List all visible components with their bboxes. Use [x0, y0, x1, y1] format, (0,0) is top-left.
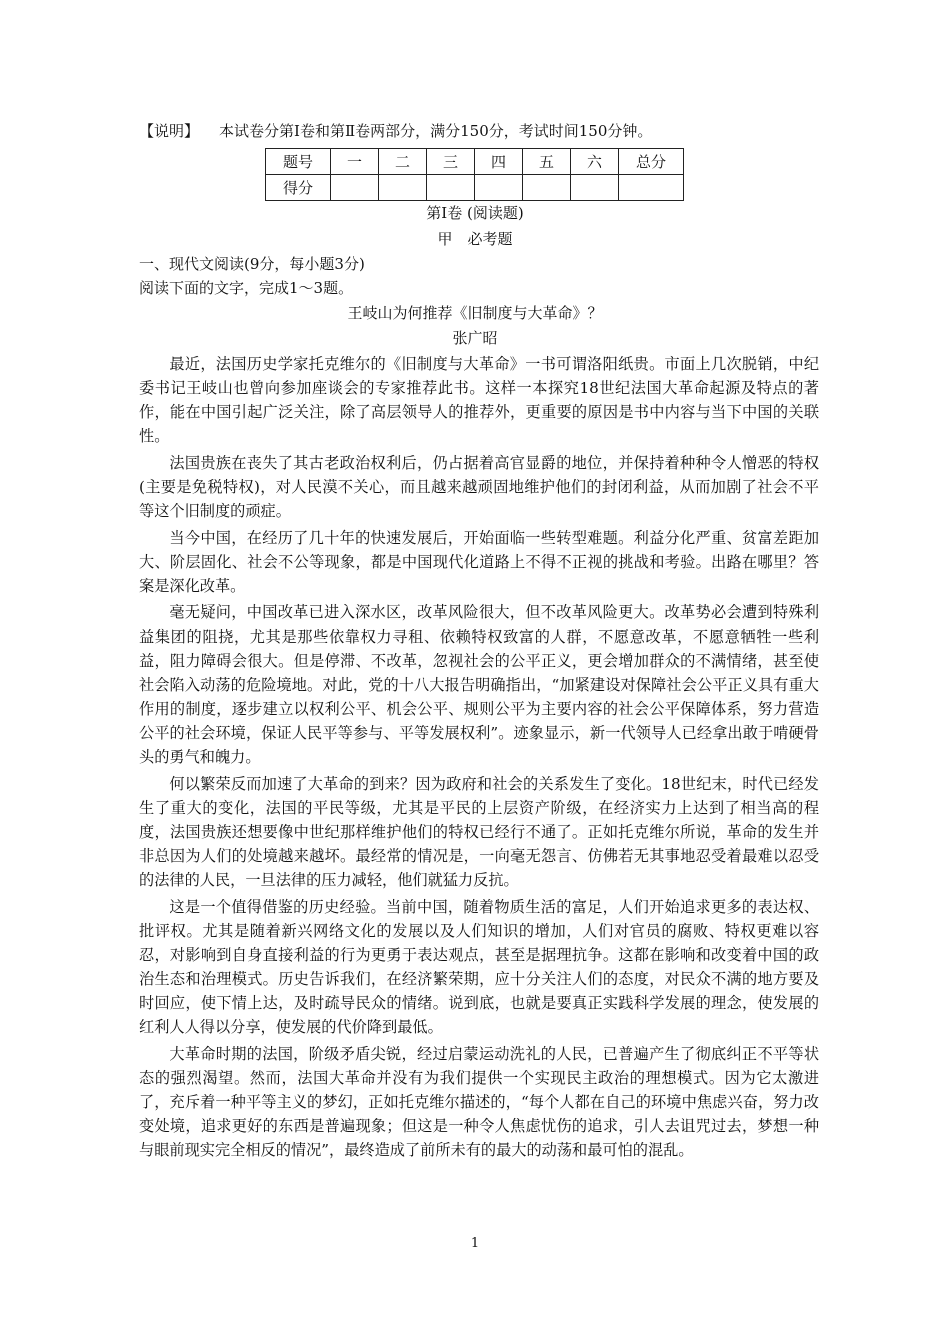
- article-paragraph: 当今中国，在经历了几十年的快速发展后，开始面临一些转型难题。利益分化严重、贫富差距加大、阶层固化、社会不公等现象，都是中国现代化道路上不得不正视的挑战和考验。出路在哪里？答案是深化改革。: [139, 528, 819, 595]
- score-cell: 一: [331, 149, 379, 175]
- score-table-header-row: [266, 149, 684, 175]
- exam-instructions: [139, 120, 652, 142]
- score-input-cell: [619, 175, 684, 201]
- reading-instruction: 阅读下面的文字，完成1～3题。: [139, 279, 354, 297]
- note-text: 本试卷分第Ⅰ卷和第Ⅱ卷两部分，满分150分，考试时间150分钟。: [219, 122, 653, 140]
- article-author: 张广昭: [452, 329, 498, 347]
- score-cell: 题号: [266, 149, 331, 175]
- score-input-cell: [331, 175, 379, 201]
- article-body: [139, 352, 819, 1165]
- article-paragraph: 何以繁荣反而加速了大革命的到来？因为政府和社会的关系发生了变化。18世纪末，时代已经发生了重大的变化，法国的平民等级，尤其是平民的上层资产阶级，在经济实力上达到了相当高的程度，法国贵族还想要像中世纪那样维护他们的特权已经行不通了。正如托克维尔所说，革命的发生并非总因为人们的处境越来越坏。最经常的情况是，一向毫无怨言、仿佛若无其事地忍受着最难以忍受的法律的人民，一旦法律的压力减轻，他们就猛力反抗。: [139, 774, 819, 889]
- score-input-cell: [475, 175, 523, 201]
- score-cell: 五: [523, 149, 571, 175]
- article-paragraph: 大革命时期的法国，阶级矛盾尖锐，经过启蒙运动洗礼的人民，已普遍产生了彻底纠正不平等状态的强烈渴望。然而，法国大革命并没有为我们提供一个实现民主政治的理想模式。因为它太激进了，充斥着一种平等主义的梦幻，正如托克维尔描述的，“每个人都在自己的环境中焦虑兴奋，努力改变处境，追求更好的东西是普遍现象；但这是一种令人焦虑忧伤的追求，引人去诅咒过去，梦想一种与眼前现实完全相反的情况”，最终造成了前所未有的最大的动荡和最可怕的混乱。: [139, 1044, 819, 1159]
- score-cell: 四: [475, 149, 523, 175]
- article-title: 王岐山为何推荐《旧制度与大革命》？: [347, 304, 603, 322]
- article-paragraph: 毫无疑问，中国改革已进入深水区，改革风险很大，但不改革风险更大。改革势必会遭到特殊利益集团的阻挠，尤其是那些依靠权力寻租、依赖特权致富的人群，不愿意改革，不愿意牺牲一些利益，阻力障碍会很大。但是停滞、不改革，忽视社会的公平正义，更会增加群众的不满情绪，甚至使社会陷入动荡的危险境地。对此，党的十八大报告明确指出，“加紧建设对保障社会公平正义具有重大作用的制度，逐步建立以权利公平、机会公平、规则公平为主要内容的社会公平保障体系，努力营造公平的社会环境，保证人民平等参与、平等发展权利”。迹象显示，新一代领导人已经拿出敢于啃硬骨头的勇气和魄力。: [139, 603, 819, 766]
- page-number: 1: [470, 1236, 480, 1251]
- score-input-cell: [523, 175, 571, 201]
- article-paragraph: 这是一个值得借鉴的历史经验。当前中国，随着物质生活的富足，人们开始追求更多的表达权、批评权。尤其是随着新兴网络文化的发展以及人们知识的增加，人们对官员的腐败、特权更难以容忍，对影响到自身直接利益的行为更勇于表达观点，甚至是据理抗争。这都在影响和改变着中国的政治生态和治理模式。历史告诉我们，在经济繁荣期，应十分关注人们的态度，对民众不满的地方要及时回应，使下情上达，及时疏导民众的情绪。说到底，也就是要真正实践科学发展的理念，使发展的红利人人得以分享，使发展的代价降到最低。: [139, 897, 819, 1037]
- score-input-cell: [427, 175, 475, 201]
- section-title: 甲 必考题: [437, 230, 513, 248]
- score-cell: 总分: [619, 149, 684, 175]
- score-cell: 二: [379, 149, 427, 175]
- part-heading: 一、现代文阅读(9分，每小题3分): [139, 255, 365, 273]
- score-input-cell: [571, 175, 619, 201]
- volume-title: 第Ⅰ卷 (阅读题): [426, 204, 524, 222]
- score-cell: 得分: [266, 175, 331, 201]
- score-cell: 三: [427, 149, 475, 175]
- article-paragraph: 法国贵族在丧失了其古老政治权利后，仍占据着高官显爵的地位，并保持着种种令人憎恶的特权(主要是免税特权)，对人民漠不关心，而且越来越顽固地维护他们的封闭利益，从而加剧了社会不平等这个旧制度的顽症。: [139, 453, 819, 521]
- score-input-cell: [379, 175, 427, 201]
- score-table: [265, 148, 684, 201]
- note-tag: 【说明】: [139, 122, 200, 140]
- score-table-score-row: [266, 175, 684, 201]
- article-paragraph: 最近，法国历史学家托克维尔的《旧制度与大革命》一书可谓洛阳纸贵。市面上几次脱销，中纪委书记王岐山也曾向参加座谈会的专家推荐此书。这样一本探究18世纪法国大革命起源及特点的著作，能在中国引起广泛关注，除了高层领导人的推荐外，更重要的原因是书中内容与当下中国的关联性。: [139, 355, 819, 446]
- score-cell: 六: [571, 149, 619, 175]
